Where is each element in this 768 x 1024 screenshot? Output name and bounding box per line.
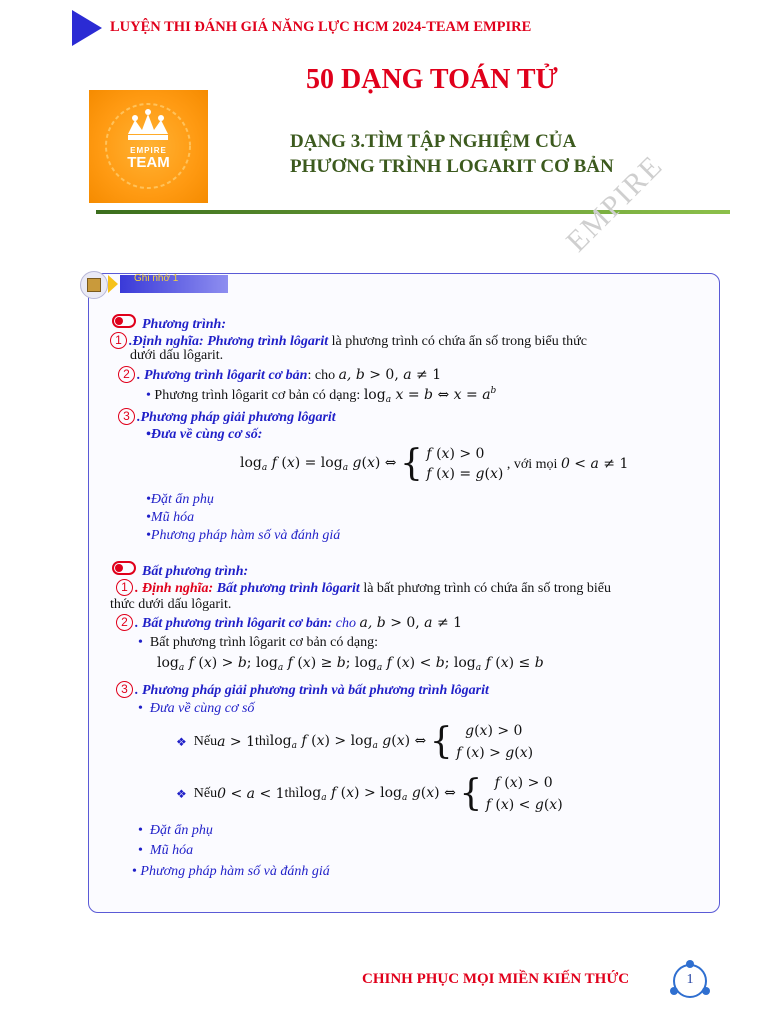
number-badge: 2: [118, 366, 135, 383]
bpt-basic-cho: cho: [335, 616, 360, 631]
number-badge: 3: [118, 408, 135, 425]
case2-lhs: $\log_a f$ $(x) > \log_a g(x)$ ⇔: [299, 785, 456, 803]
pt-basic-form-text: Phương trình lôgarit cơ bản có dạng:: [154, 388, 364, 403]
bpt-case-1: [176, 720, 533, 766]
logo-text-1: EMPIRE: [130, 146, 167, 155]
bullet-icon: •: [138, 843, 143, 858]
bpt-basic-formulas: $\log_a f$ (x) > b; $\log_a f$ (x) ≥ b; $\log_a f$ (x) < b; $\log_a f$ (x) ≤ b: [157, 655, 544, 673]
header-title: LUYỆN THI ĐÁNH GIÁ NĂNG LỰC HCM 2024-TEAM EMPIRE: [110, 19, 532, 35]
case1-cond: a > 1: [217, 734, 255, 750]
empire-team-logo: [89, 90, 208, 203]
subtitle-line-2: PHƯƠNG TRÌNH LOGARIT CƠ BẢN: [290, 156, 614, 177]
pt-def-label: .Định nghĩa: Phương trình lôgarit: [129, 334, 329, 349]
case1-cases: g(x) > 0 f (x) > g(x): [456, 723, 534, 761]
bpt-m1: • Đưa về cùng cơ số: [138, 701, 255, 716]
pt-basic-label: . Phương trình lôgarit cơ bản: [137, 368, 308, 383]
bpt-method: [116, 681, 489, 699]
bpt-m4: • Phương pháp hàm số và đánh giá: [132, 864, 330, 879]
bpt-basic-form: [138, 635, 378, 651]
pt-system-cases: f (x) > 0 f (x) = g(x): [426, 446, 504, 482]
page-number: 1: [686, 972, 694, 987]
bpt-def-label-2: Bất phương trình lôgarit: [216, 581, 360, 596]
pt-basic-text: : cho: [307, 368, 339, 383]
note-tag: [78, 271, 238, 297]
subtitle-line-1: DẠNG 3.TÌM TẬP NGHIỆM CỦA: [290, 131, 577, 152]
bpt-basic-form-text: Bất phương trình lôgarit cơ bản có dạng:: [149, 635, 378, 650]
toggle-icon: [112, 561, 136, 575]
bpt-case-2: [176, 772, 563, 818]
logo-text-2: TEAM: [127, 154, 170, 171]
brace-icon: {: [429, 721, 453, 762]
toggle-icon: [112, 314, 136, 328]
header-triangle-icon: [72, 10, 102, 46]
bullet-icon: •: [138, 701, 143, 716]
pt-basic-form: [146, 386, 496, 405]
bpt-basic-label: . Bất phương trình lôgarit cơ bản:: [135, 616, 336, 631]
footer-slogan: CHINH PHỤC MỌI MIỀN KIẾN THỨC: [362, 971, 630, 987]
diamond-bullet-icon: ❖: [176, 734, 187, 749]
bpt-heading: Bất phương trình:: [112, 561, 248, 580]
case1-lhs: $\log_a f$ $(x) > \log_a g(x)$ ⇔: [269, 733, 427, 751]
case2-cond: 0 < a < 1: [217, 786, 285, 802]
pt-m3: •Mũ hóa: [146, 510, 195, 525]
footer-page-badge: [666, 958, 714, 1004]
bullet-icon: •: [138, 635, 143, 650]
pt-m4: •Phương pháp hàm số và đánh giá: [146, 528, 341, 543]
pt-basic: [118, 366, 441, 384]
bpt-m2: • Đặt ẩn phụ: [138, 823, 213, 838]
number-badge: 2: [116, 614, 133, 631]
case2-if: Nếu: [193, 786, 218, 801]
pt-m2: •Đặt ẩn phụ: [146, 492, 214, 507]
big-title: 50 DẠNG TOÁN TỬ: [306, 64, 558, 95]
tag-label: Ghi nhớ 1: [134, 273, 179, 284]
bpt-def-text: là bất phương trình có chứa ẩn số trong biểu: [359, 581, 612, 596]
pt-method: [118, 408, 336, 426]
case2-then: thì: [284, 786, 300, 801]
bpt-method-label: . Phương pháp giải phương trình và bất phương trình lôgarit: [135, 683, 489, 698]
bpt-basic-condition: a, b > 0, a ≠ 1: [359, 615, 463, 631]
pt-condition: , với mọi 0 < a ≠ 1: [506, 455, 629, 472]
bpt-definition: [116, 579, 611, 597]
case2-cases: f (x) > 0 f (x) < g(x): [485, 775, 563, 813]
watermark: EMPIRE: [560, 148, 670, 259]
pt-basic-formula: $\log_a x = b$ ⇔ $x = a^b$: [363, 386, 497, 405]
pt-def-text: là phương trình có chứa ẩn số trong biểu thức: [328, 334, 587, 349]
brace-icon: {: [459, 773, 483, 814]
bpt-m3: • Mũ hóa: [138, 843, 194, 858]
diamond-bullet-icon: ❖: [176, 786, 187, 801]
number-badge: 1: [116, 579, 133, 596]
pt-def-text-2: dưới dấu lôgarit.: [130, 348, 224, 363]
bpt-def-text-2: thức dưới dấu lôgarit.: [110, 597, 232, 612]
number-badge: 3: [116, 681, 133, 698]
pt-heading: Phương trình:: [112, 314, 226, 333]
case1-then: thì: [254, 734, 270, 749]
brace-icon: {: [400, 443, 423, 484]
case1-if: Nếu: [193, 734, 218, 749]
header-divider: [96, 210, 730, 214]
bullet-icon: •: [132, 864, 137, 879]
bullet-icon: •: [138, 823, 143, 838]
pt-method-label: .Phương pháp giải phương lôgarit: [137, 410, 336, 425]
number-badge: 1: [110, 332, 127, 349]
pt-system-lhs: $\log_a f$ $(x) = \log_a g(x)$ ⇔: [240, 455, 397, 473]
pt-m1: •Đưa về cùng cơ số:: [146, 427, 263, 442]
bpt-def-label-1: . Định nghĩa:: [135, 581, 217, 596]
tag-box-icon: [87, 278, 101, 292]
pt-system: [240, 444, 628, 486]
pt-basic-condition: a, b > 0, a ≠ 1: [338, 367, 442, 383]
bullet-icon: •: [146, 388, 151, 403]
tag-chevron-icon: [108, 275, 118, 293]
bpt-basic: [116, 614, 462, 632]
